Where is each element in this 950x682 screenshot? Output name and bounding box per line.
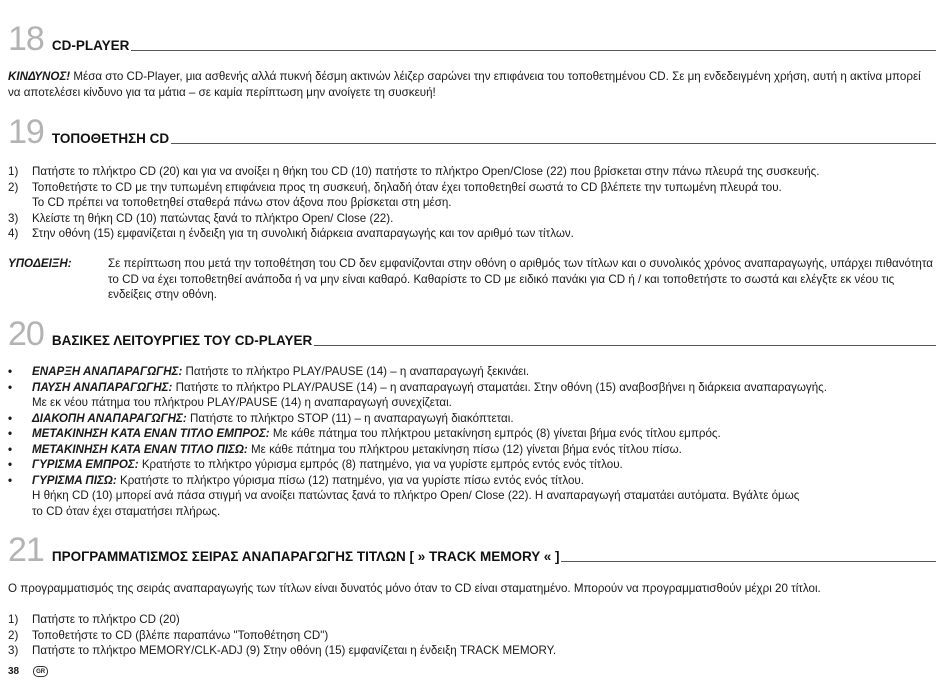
section-title: CD-PLAYER (51, 38, 130, 53)
language-badge-icon: GR (33, 666, 48, 677)
function-text: Με κάθε πάτημα του πλήκτρου μετακίνηση εμπρός (8) γίνεται βήμα ενός τίτλου εμπρός. (269, 427, 721, 440)
list-item (8, 426, 938, 442)
function-text: το CD όταν έχει σταματήσει πλήρως. (32, 504, 221, 518)
function-label: ΕΝΑΡΞΗ ΑΝΑΠΑΡΑΓΩΓΗΣ: (32, 365, 183, 378)
section-number: 19 (8, 113, 44, 151)
step-text: Πατήστε το πλήκτρο CD (20) (32, 613, 180, 626)
warning-paragraph (8, 69, 936, 100)
section-21-header (8, 531, 936, 567)
step-text: Πατήστε το πλήκτρο CD (20) και για να ανοίξει η θήκη του CD (10) πατήστε το πλήκτρο Open/Close (22) που βρίσκεται στην πάνω πλευρά της συσκευής. (32, 165, 820, 178)
function-label: ΓΥΡΙΣΜΑ ΕΜΠΡΟΣ: (32, 458, 139, 471)
step-number: 3) (8, 211, 19, 225)
step-text: Το CD πρέπει να τοποθετηθεί σταθερά πάνω στον άξονα που βρίσκεται στη μέση. (32, 196, 452, 209)
section-19-header (8, 113, 936, 149)
function-text: Κρατήστε το πλήκτρο γύρισμα πίσω (12) πατημένο, για να γυρίστε πίσω εντός ενός τίτλου. (116, 473, 584, 487)
step-text: Τοποθετήστε το CD με την τυπωμένη επιφάνεια προς τη συσκευή, δηλαδή όταν έχει τοποθετηθεί σωστά το CD βλέπετε την τυπωμένη πλευρά του. (32, 180, 782, 194)
section-rule (314, 345, 936, 346)
section-number: 21 (8, 531, 44, 569)
list-item (8, 457, 938, 473)
function-text: Πατήστε το πλήκτρο STOP (11) – η αναπαραγωγή διακόπτεται. (186, 411, 514, 425)
function-text: Η θήκη CD (10) μπορεί ανά πάσα στιγμή να ανοίξει πατώντας ξανά το πλήκτρο Open/ Close (22). Η αναπαραγωγή σταματάει αυτόματα. Βγάλτε όμως (32, 489, 800, 502)
function-label: ΜΕΤΑΚΙΝΗΣΗ ΚΑΤΑ ΕΝΑΝ ΤΙΤΛΟ ΠΙΣΩ: (32, 442, 248, 456)
step-text: Τοποθετήστε το CD (βλέπε παραπάνω "Τοποθέτηση CD") (32, 628, 329, 642)
memory-intro: Ο προγραμματισμός της σειράς αναπαραγωγής των τίτλων είναι δυνατός μόνο όταν το CD είναι σταματημένο. Μπορούν να προγραμματισθούν μέχρι 20 τίτλοι. (8, 582, 821, 595)
function-text: Με εκ νέου πάτημα του πλήκτρου PLAY/PAUSE (14) η αναπαραγωγή συνεχίζεται. (32, 396, 452, 409)
function-label: ΠΑΥΣΗ ΑΝΑΠΑΡΑΓΩΓΗΣ: (32, 380, 173, 394)
step-number: 1) (8, 165, 19, 178)
step-number: 2) (8, 628, 19, 642)
bullet: • (8, 442, 13, 456)
warning-label: ΚΙΝΔΥΝΟΣ! (8, 70, 71, 83)
bullet: • (8, 411, 13, 425)
insert-steps-list (8, 164, 938, 242)
section-20-header (8, 315, 936, 351)
list-item (8, 643, 938, 659)
function-text: Με κάθε πάτημα του πλήκτρου μετακίνηση πίσω (12) γίνεται βήμα ενός τίτλου πίσω. (247, 442, 682, 456)
step-number: 1) (8, 613, 19, 626)
step-number: 4) (8, 227, 19, 240)
list-item (8, 411, 938, 427)
hint-label: ΥΠΟΔΕΙΞΗ: (8, 257, 72, 270)
section-18-header (8, 20, 936, 56)
hint-text: Σε περίπτωση που μετά την τοποθέτηση του CD δεν εμφανίζονται στην οθόνη ο αριθμός των τίτλων και ο συνολικός χρόνος αναπαραγωγής, υπάρχει πιθανότητα το CD να έχει τοποθετηθεί ανάποδα ή να μην είναι καθαρό. Καθαρίστε το CD με ειδικό πανάκι για CD ή / και τοποθετήστε το σωστά και ελέγξτε εκ νέου τις ενδείξεις στην οθόνη. (108, 257, 933, 301)
list-item-continuation (8, 195, 938, 211)
list-item-continuation (8, 395, 938, 411)
section-rule (561, 561, 936, 562)
list-item (8, 364, 938, 380)
function-text: Πατήστε το πλήκτρο PLAY/PAUSE (14) – η αναπαραγωγή σταματάει. Στην οθόνη (15) αναβοσβήνει η διάρκεια αναπαραγωγής. (172, 380, 827, 394)
section-title: ΠΡΟΓΡΑΜΜΑΤΙΣΜΟΣ ΣΕΙΡΑΣ ΑΝΑΠΑΡΑΓΩΓΗΣ ΤΙΤΛΩΝ [ » TRACK MEMORY « ] (51, 549, 560, 564)
function-label: ΜΕΤΑΚΙΝΗΣΗ ΚΑΤΑ ΕΝΑΝ ΤΙΤΛΟ ΕΜΠΡΟΣ: (32, 427, 270, 440)
list-item (8, 180, 938, 196)
step-number: 3) (8, 644, 19, 657)
list-item-continuation (8, 488, 938, 504)
list-item (8, 211, 938, 227)
list-item (8, 226, 938, 242)
section-title: ΤΟΠΟΘΕΤΗΣΗ CD (51, 131, 170, 146)
section-number: 18 (8, 20, 44, 58)
page-number: 38 (8, 666, 20, 677)
function-label: ΓΥΡΙΣΜΑ ΠΙΣΩ: (32, 473, 117, 487)
section-rule (131, 50, 936, 51)
step-text: Κλείστε τη θήκη CD (10) πατώντας ξανά το πλήκτρο Open/ Close (22). (32, 211, 394, 225)
list-item (8, 164, 938, 180)
step-number: 2) (8, 180, 19, 194)
list-item (8, 473, 938, 489)
bullet: • (8, 458, 13, 471)
warning-text: Μέσα στο CD-Player, μια ασθενής αλλά πυκνή δέσμη ακτινών λέιζερ σαρώνει την επιφάνεια του τοποθετημένου CD. Σε μη ενδεδειγμένη χρήση, αυτή η ακτίνα μπορεί να αποτελέσει κίνδυνο για τα μάτια – σε καμία περίπτωση μην ανοίγετε τη συσκευή! (8, 70, 921, 99)
function-label: ΔΙΑΚΟΠΗ ΑΝΑΠΑΡΑΓΩΓΗΣ: (32, 411, 187, 425)
list-item (8, 442, 938, 458)
list-item (8, 628, 938, 644)
list-item (8, 612, 938, 628)
bullet: • (8, 380, 13, 394)
bullet: • (8, 365, 13, 378)
section-number: 20 (8, 315, 44, 353)
step-text: Πατήστε το πλήκτρο MEMORY/CLK-ADJ (9) Στην οθόνη (15) εμφανίζεται η ένδειξη TRACK MEMORY. (32, 644, 557, 657)
memory-steps-list (8, 612, 938, 659)
bullet: • (8, 427, 13, 440)
page-footer (8, 666, 48, 677)
function-text: Πατήστε το πλήκτρο PLAY/PAUSE (14) – η αναπαραγωγή ξεκινάει. (182, 365, 530, 378)
bullet: • (8, 473, 13, 487)
section-title: ΒΑΣΙΚΕΣ ΛΕΙΤΟΥΡΓΙΕΣ ΤΟΥ CD-PLAYER (51, 333, 313, 348)
functions-list (8, 364, 938, 519)
list-item (8, 380, 938, 396)
list-item-continuation (8, 504, 938, 520)
hint-note (8, 256, 938, 303)
step-text: Στην οθόνη (15) εμφανίζεται η ένδειξη για τη συνολική διάρκεια αναπαραγωγής και τον αριθμό των τίτλων. (32, 227, 574, 240)
function-text: Κρατήστε το πλήκτρο γύρισμα εμπρός (8) πατημένο, για να γυρίστε εμπρός εντός ενός τίτλου. (138, 458, 623, 471)
section-rule (171, 143, 936, 144)
